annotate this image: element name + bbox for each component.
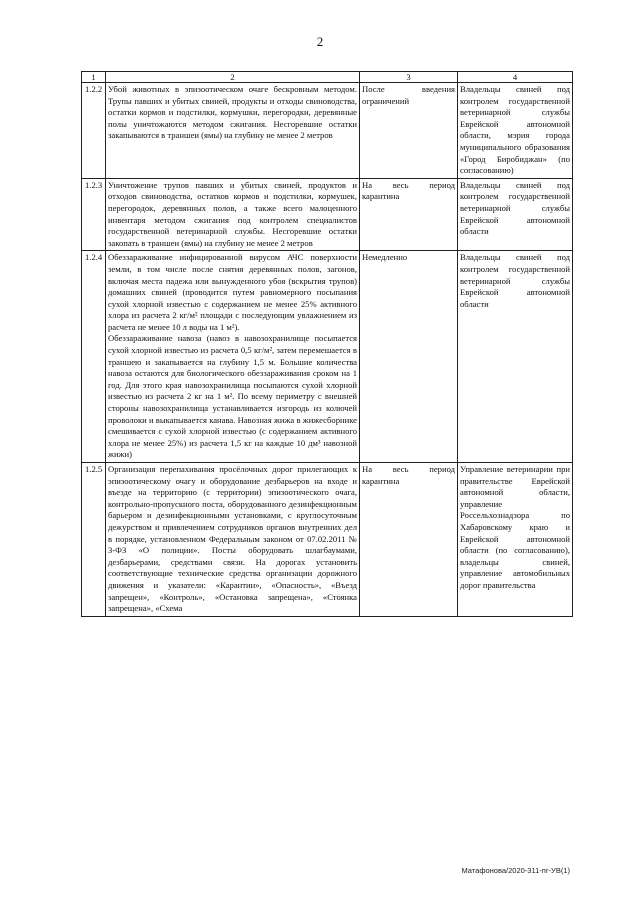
table-row	[82, 251, 573, 463]
row-responsible: Управление ветеринарии при правительстве Еврейской автономной области, управление Россельхознадзора по Хабаровскому краю и Еврейской автономной области (по согласованию), владельцы свиней, управление автомобильных дорог правительства	[458, 463, 573, 617]
row-number: 1.2.5	[82, 463, 106, 617]
header-cell: 2	[106, 72, 360, 83]
action-paragraph: Обеззараживание инфицированной вирусом АЧС поверхности земли, в том числе после снятия деревянных полов, загонов, включая места падежа или вынужденного убоя (вскрытия трупов) домашних свиней (проводится путем равномерного посыпания сухой хлорной известью с содержанием не менее 25% активного хлора из расчета 2 кг/м² площади с последующим увлажнением из расчета не менее 10 л воды на 1 м²).	[108, 252, 357, 332]
row-action	[106, 178, 360, 251]
row-term: На весь период карантина	[360, 178, 458, 251]
table-row	[82, 83, 573, 179]
row-responsible: Владельцы свиней под контролем государственной ветеринарной службы Еврейской автономной области	[458, 178, 573, 251]
row-term: После введения ограничений	[360, 83, 458, 179]
header-cell: 3	[360, 72, 458, 83]
action-paragraph: Обеззараживание навоза (навоз в навозохранилище посыпается сухой хлорной известью из расчета 0,5 кг/м², затем перемешается в траншею и закапывается на глубину 1,5 м. Большие количества навоза остаются для биологического обеззараживания сроком на 1 год. Для этого края навозохранилища посыпаются сухой хлорной известью из расчета 2 кг на 1 м². По всему периметру с внешней стороны навозохранилища устанавливается изгородь из колючей проволоки и выкапывается канава. Навозная жижа в жижесборнике смешивается с сухой хлорной известью (с содержанием активного хлора не менее 25%) из расчета 1,5 кг на каждые 10 дм³ навозной жижи)	[108, 333, 357, 460]
table-header-row	[82, 72, 573, 83]
row-number: 1.2.2	[82, 83, 106, 179]
measures-table	[81, 71, 573, 617]
row-responsible: Владельцы свиней под контролем государственной ветеринарной службы Еврейской автономной области	[458, 251, 573, 463]
row-responsible: Владельцы свиней под контролем государственной ветеринарной службы Еврейской автономной области, мэрия города муниципального образования «Город Биробиджан» (по согласованию)	[458, 83, 573, 179]
row-number: 1.2.3	[82, 178, 106, 251]
header-cell: 4	[458, 72, 573, 83]
table-row	[82, 463, 573, 617]
row-number: 1.2.4	[82, 251, 106, 463]
row-action	[106, 463, 360, 617]
action-paragraph: Убой животных в эпизоотическом очаге бескровным методом. Трупы павших и убитых свиней, продукты и отходы свиноводства, остатки кормов и подстилки, кормушки, перегородки, деревянные полы уничтожаются методом сжигания. Несгоревшие остатки закапываются в траншеи (ямы) на глубину не менее 2 метров	[108, 84, 357, 141]
page-number: 2	[316, 34, 324, 49]
action-paragraph: Уничтожение трупов павших и убитых свиней, продуктов и отходов свиноводства, остатков кормов и подстилки, кормушек, перегородок, деревянных полов, а также всего малоценного инвентаря методом сжигания под контролем специалистов государственной ветеринарной службы. Несгоревшие остатки закопать в траншеи (ямы) на глубину не менее 2 метров	[108, 179, 357, 248]
header-cell: 1	[82, 72, 106, 83]
row-term: На весь период карантина	[360, 463, 458, 617]
document-footer-code: Матафонова/2020-311-пг-УВ(1)	[461, 866, 570, 875]
row-term: Немедленно	[360, 251, 458, 463]
row-action	[106, 83, 360, 179]
action-paragraph: Организация перепахивания просёлочных дорог прилегающих к эпизоотическому очагу и оборудование дезбарьеров на входе и въезде на территорию (с территории) эпизоотического очага, контрольно-пропускного поста, оборудованного дезинфекционным барьером и дезинфекционными установками, с круглосуточным дежурством и привлечением сотрудников органов внутренних дел в порядке, установленном Федеральным законом от 07.02.2011 № 3-ФЗ «О полиции». Посты оборудовать шлагбаумами, дезбарьерами, средствами связи. На дорогах установить соответствующие технические средства организации дорожного движения и указатели: «Карантин», «Опасность», «Въезд запрещен», «Контроль», «Остановка запрещена», «Стоянка запрещена», «Схема	[108, 464, 357, 614]
table-row	[82, 178, 573, 251]
row-action	[106, 251, 360, 463]
